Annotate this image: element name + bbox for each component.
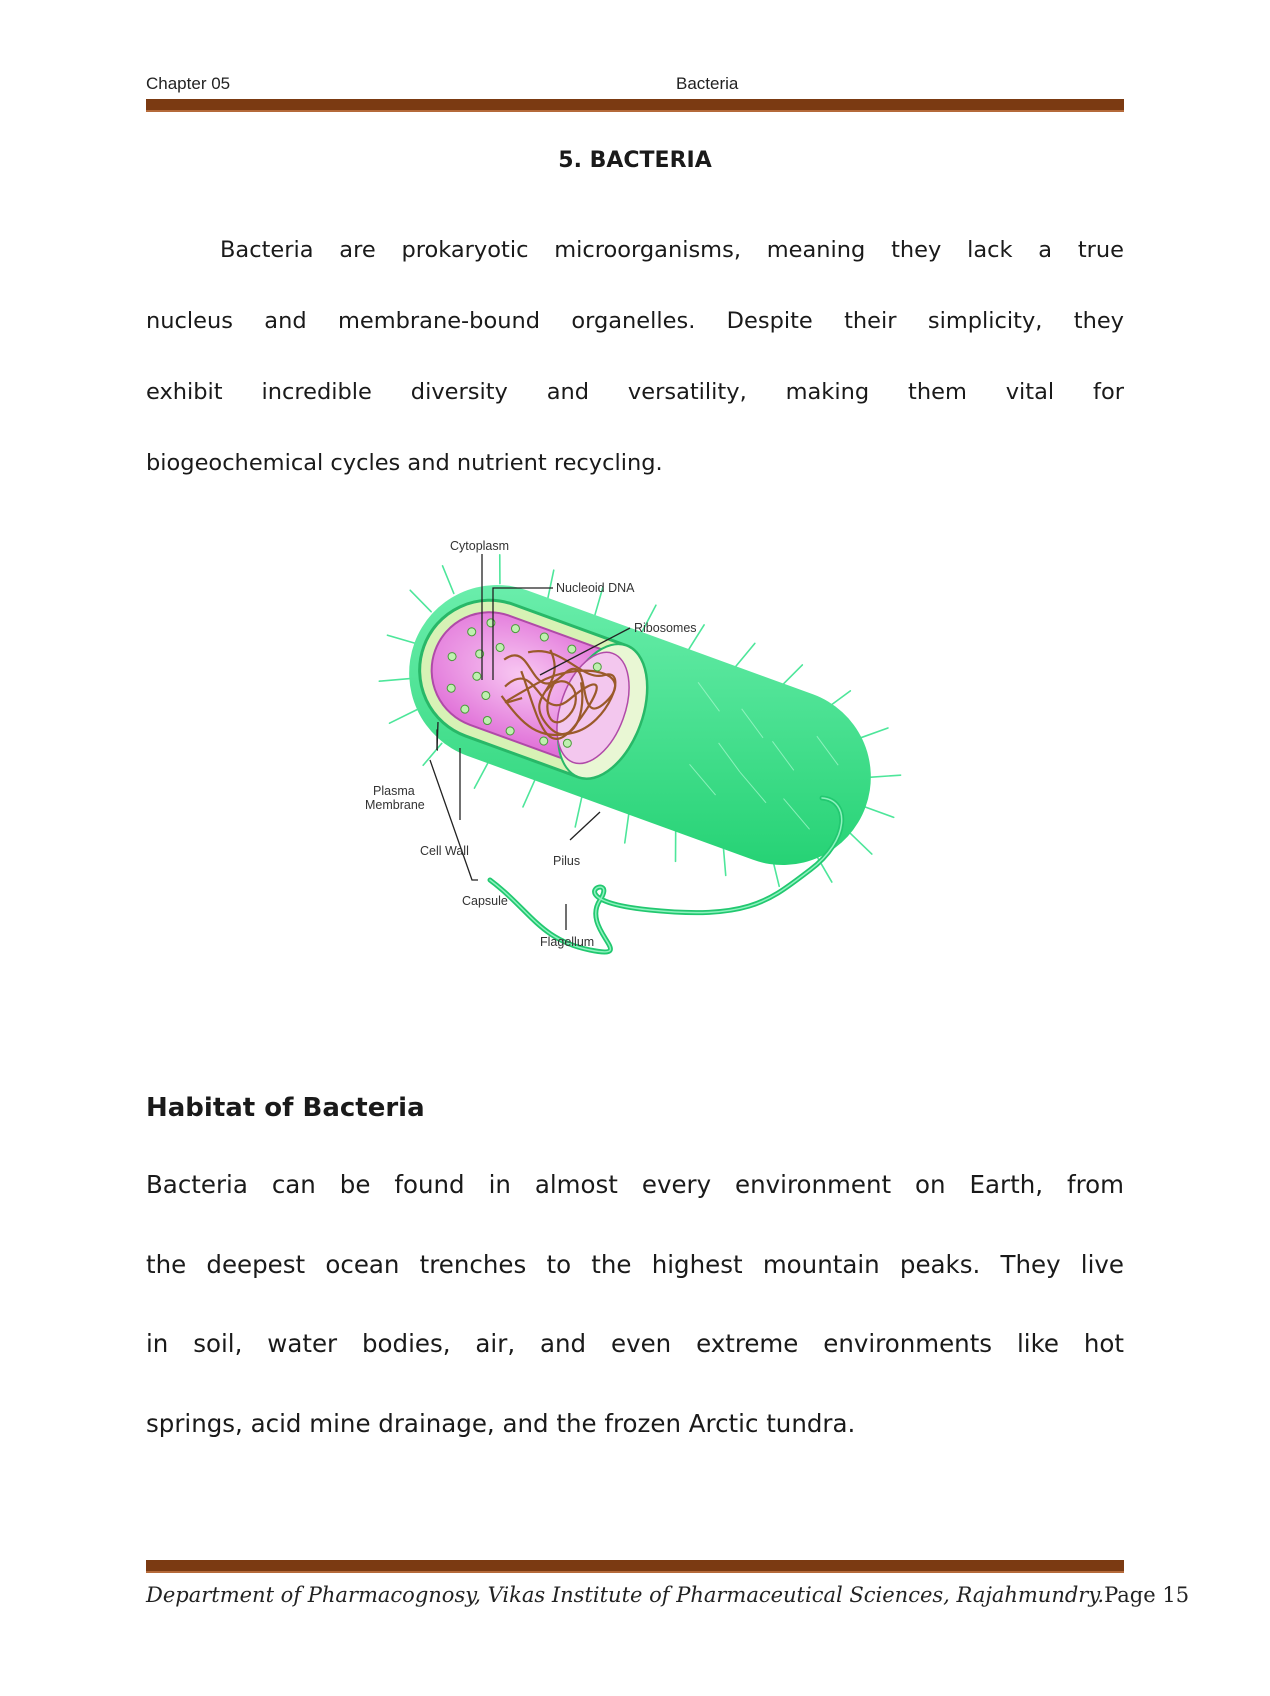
page-title: 5. BACTERIA <box>558 148 712 173</box>
habitat-line: in soil, water bodies, air, and even extreme environments like hot <box>146 1329 1124 1358</box>
label-ribosomes: Ribosomes <box>634 621 697 635</box>
habitat-line: springs, acid mine drainage, and the frozen Arctic tundra. <box>146 1408 856 1438</box>
intro-line: Bacteria are prokaryotic microorganisms, meaning they lack a true <box>220 237 1124 263</box>
section-heading-habitat: Habitat of Bacteria <box>146 1093 425 1123</box>
intro-line: exhibit incredible diversity and versatility, making them vital for <box>146 379 1124 405</box>
label-flagellum: Flagellum <box>540 935 595 949</box>
header-title: Bacteria <box>676 74 739 93</box>
intro-line: biogeochemical cycles and nutrient recycling. <box>146 450 663 476</box>
label-capsule: Capsule <box>462 894 508 908</box>
footer-rule <box>146 1560 1124 1573</box>
label-cell-wall: Cell Wall <box>420 844 469 858</box>
page-number: Page 15 <box>1104 1583 1190 1607</box>
label-plasma-2: Membrane <box>365 798 425 812</box>
intro-line: nucleus and membrane-bound organelles. Despite their simplicity, they <box>146 308 1124 334</box>
label-plasma-1: Plasma <box>373 784 415 798</box>
bacteria-diagram <box>365 539 910 1020</box>
header-chapter: Chapter 05 <box>146 74 231 93</box>
intro-paragraph <box>146 235 1124 519</box>
habitat-line: the deepest ocean trenches to the highest mountain peaks. They live <box>146 1249 1124 1279</box>
footer <box>146 1583 1189 1607</box>
footer-text: Department of Pharmacognosy, Vikas Institute of Pharmaceutical Sciences, Rajahmundry. <box>146 1583 1105 1607</box>
header-rule <box>146 99 1124 112</box>
habitat-paragraph <box>146 1170 1124 1488</box>
label-nucleoid: Nucleoid DNA <box>556 581 635 595</box>
label-cytoplasm: Cytoplasm <box>450 539 510 553</box>
label-pilus: Pilus <box>553 854 581 868</box>
habitat-line: Bacteria can be found in almost every environment on Earth, from <box>146 1170 1124 1199</box>
